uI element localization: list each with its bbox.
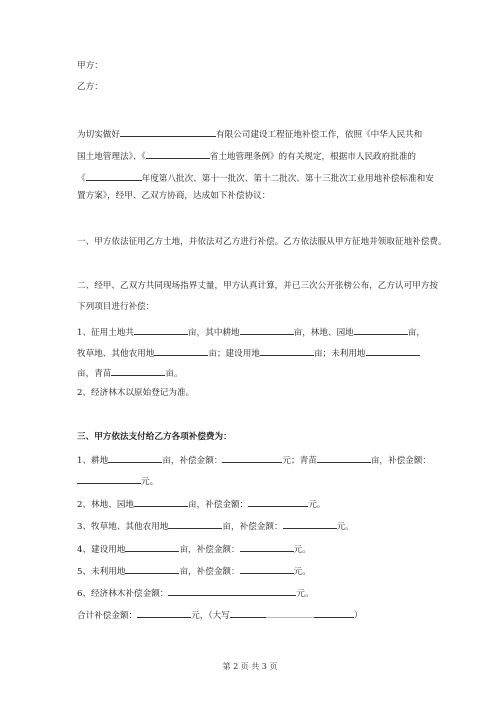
unused-amount-blank[interactable] (240, 564, 294, 574)
timber-amount-blank[interactable] (168, 586, 296, 596)
land-item-1-line-3: 亩，青苗 亩。 (77, 366, 183, 380)
construction-amount-blank[interactable] (240, 542, 294, 552)
intro-line-3: 《 年度第八批次、第十一批次、第十二批次、第十三批次工业用地补偿标准和安 (77, 171, 434, 185)
farmland-amount-blank[interactable] (222, 453, 282, 463)
section-1-text: 一、甲方依法征用乙方土地，并依法对乙方进行补偿。乙方依法服从甲方征地并领取征地补偿费。 (77, 237, 447, 247)
page-number: 第 2 页 共 3 页 (222, 662, 278, 671)
land-item-1-line-2: 牧草地、其他农用地 亩；建设用地 亩；未利用地 (77, 346, 420, 360)
amount-in-words-blank-2[interactable] (266, 608, 314, 618)
seedling-area-blank[interactable] (317, 453, 371, 463)
forest-land-blank[interactable] (354, 325, 408, 335)
comp-row-1: 1、耕地 亩，补偿金额： 元；青苗 亩，补偿金额： (77, 453, 431, 467)
comp-row-1-cont: 元。 (77, 474, 158, 488)
unused-area-blank[interactable] (125, 564, 179, 574)
section-2-line-1: 二、经甲、乙双方共同现场指界丈量，甲方认真计算，并已三次公开张榜公布，乙方认可甲方按 (77, 281, 438, 291)
construction-land-blank[interactable] (260, 346, 314, 356)
construction-area-blank[interactable] (125, 542, 179, 552)
comp-row-3: 3、牧草地、其他农用地 亩，补偿金额： 元。 (77, 519, 354, 533)
intro-line-4: 置方案》，经甲、乙双方协商，达成如下补偿协议： (77, 191, 271, 201)
pasture-land-blank[interactable] (154, 346, 208, 356)
land-item-2: 2、经济林木以原始登记为准。 (77, 388, 195, 398)
seedling-amount-blank[interactable] (77, 474, 141, 484)
party-b-label: 乙方： (77, 82, 103, 92)
section-2-line-2: 下列项目进行补偿： (77, 302, 155, 312)
farmland-blank[interactable] (240, 325, 294, 335)
total-land-blank[interactable] (134, 325, 188, 335)
comp-row-4: 4、建设用地 亩，补偿金额： 元。 (77, 542, 311, 556)
total-row: 合计补偿金额： 元，（大写 ） (77, 608, 362, 622)
comp-row-2: 2、林地、园地 亩，补偿金额： 元。 (77, 497, 325, 511)
forest-area-blank[interactable] (134, 497, 188, 507)
pasture-amount-blank[interactable] (283, 519, 337, 529)
comp-row-5: 5、未利用地 亩，补偿金额： 元。 (77, 564, 311, 578)
pasture-area-blank[interactable] (168, 519, 222, 529)
intro-line-1: 为切实做好 有限公司建设工程征地补偿工作，依照《中华人民共和 (77, 127, 422, 141)
total-amount-blank[interactable] (137, 608, 191, 618)
farmland-area-blank[interactable] (108, 453, 162, 463)
land-item-1-line-1: 1、征用土地共 亩，其中耕地 亩，林地、园地 亩， (77, 325, 425, 339)
amount-in-words-blank-1[interactable] (230, 608, 266, 618)
forest-amount-blank[interactable] (248, 497, 308, 507)
intro-line-2: 国土地管理法》、《 省土地管理条例》的有关规定，根据市人民政府批准的 (77, 149, 416, 163)
province-blank[interactable] (146, 149, 210, 159)
party-a-label: 甲方： (77, 61, 103, 71)
comp-row-6: 6、经济林木补偿金额： 元。 (77, 586, 314, 600)
amount-in-words-blank-3[interactable] (314, 608, 354, 618)
company-name-blank[interactable] (120, 127, 216, 137)
section-3-title: 三、甲方依法支付给乙方各项补偿费为： (77, 432, 232, 442)
unused-land-blank[interactable] (366, 346, 420, 356)
seedling-land-blank[interactable] (111, 366, 165, 376)
year-blank[interactable] (86, 171, 142, 181)
